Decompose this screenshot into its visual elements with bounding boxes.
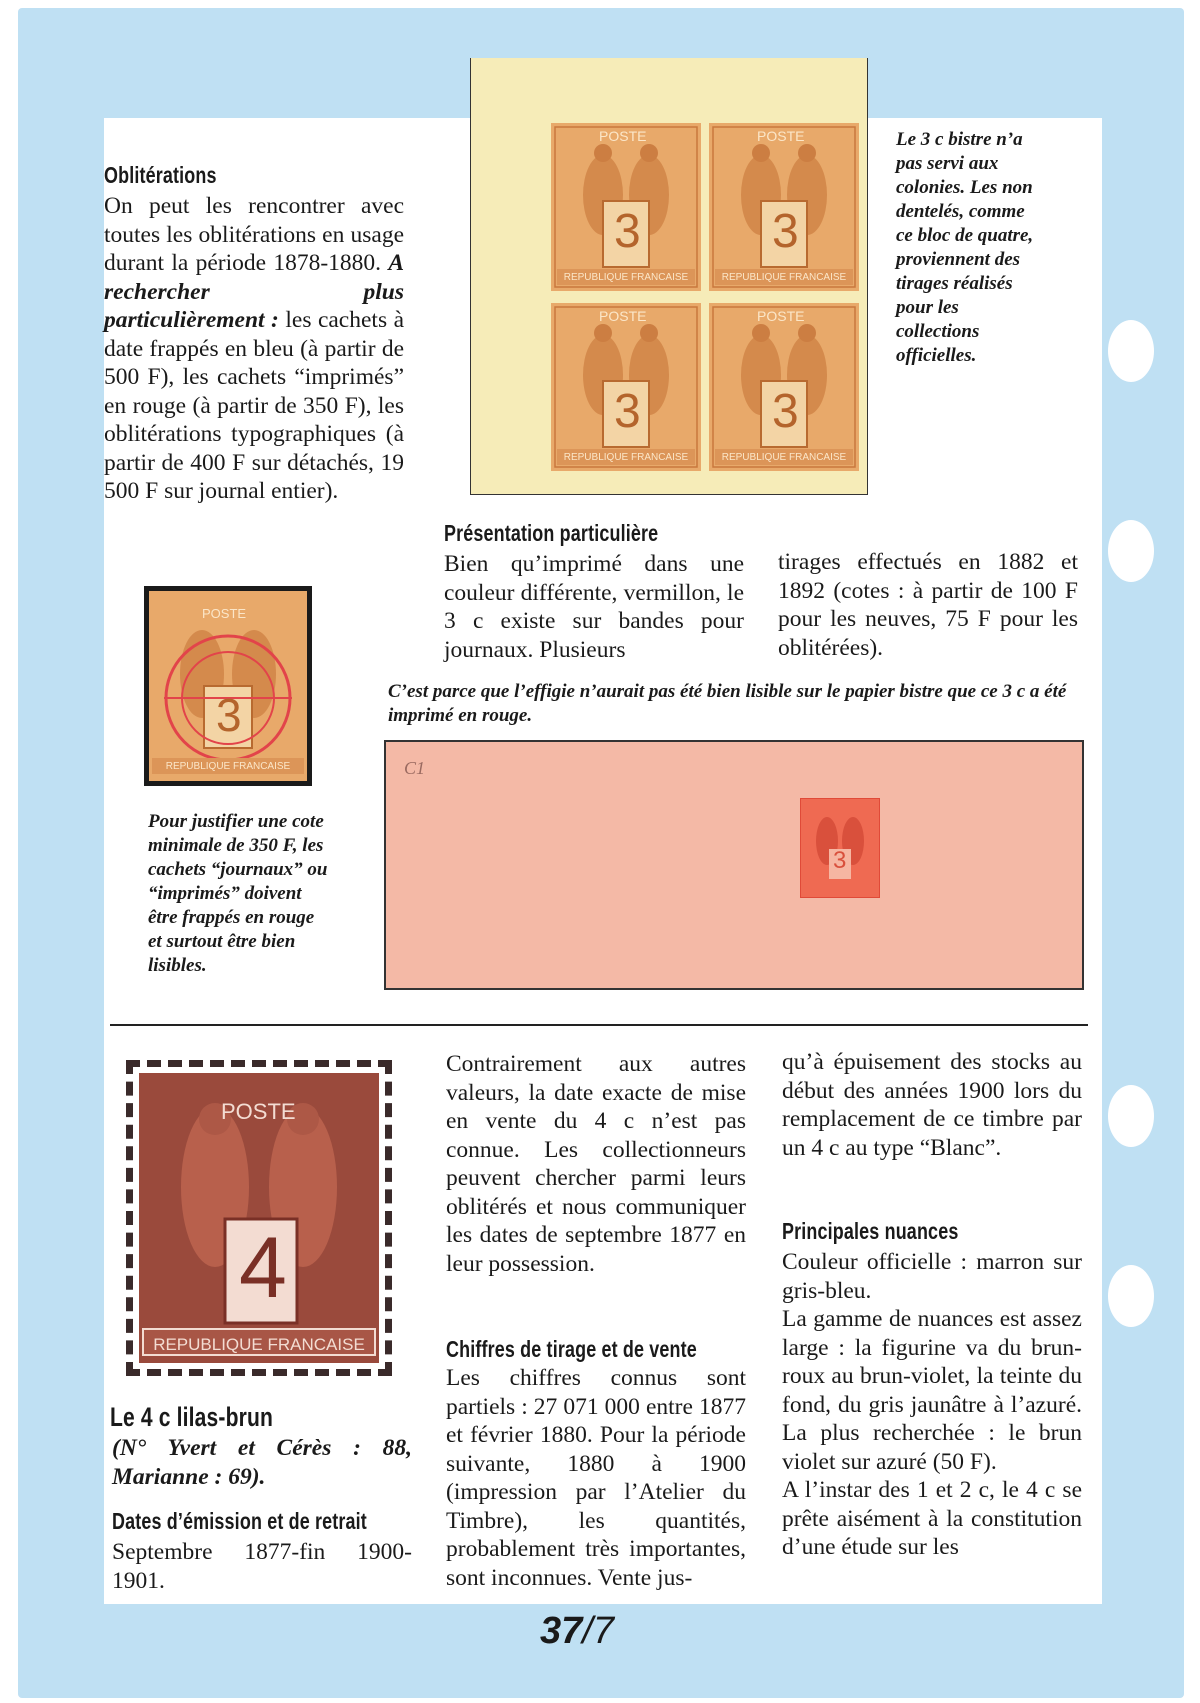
stamp-value: 3 xyxy=(614,205,641,258)
presentation-col1: Bien qu’imprimé dans une couleur différente, vermillon, le 3 c existe sur bandes pour journaux. Plusieurs xyxy=(444,551,744,663)
oblit-emphasis: A rechercher plus particulièrement : xyxy=(104,250,405,333)
stamp-republique-label: REPUBLIQUE FRANCAISE xyxy=(721,452,847,463)
nuances-heading: Principales nuances xyxy=(782,1218,959,1244)
page-number-sub: /7 xyxy=(582,1610,614,1652)
stamp-poste-label: POSTE xyxy=(757,308,805,324)
presentation-heading: Présentation particulière xyxy=(444,520,659,546)
binder-hole xyxy=(1108,1085,1154,1147)
stamp-poste-label: POSTE xyxy=(599,128,647,144)
stamp-value: 3 xyxy=(772,205,799,258)
binder-hole xyxy=(1108,520,1154,582)
stamp-block-of-four xyxy=(470,58,868,495)
page-number-main: 37 xyxy=(540,1610,583,1652)
chiffres-text: Les chiffres connus sont partiels : 27 071 000 entre 1877 et février 1880. Pour la période suivante, 1880 à 1900 (impression par l’Atelier du Timbre), les quantités, probablement très importantes, sont inconnues. Vente jus- xyxy=(446,1365,746,1591)
stamp-value: 3 xyxy=(614,385,641,438)
oblit-text xyxy=(104,192,404,506)
chiffres-heading: Chiffres de tirage et de vente xyxy=(446,1336,697,1362)
four-c-reference: (N° Yvert et Cérès : 88, Marianne : 69). xyxy=(112,1435,412,1490)
four-c-title: Le 4 c lilas-brun xyxy=(110,1402,273,1432)
stamp-4c-lilas-brun xyxy=(126,1060,392,1376)
binder-hole xyxy=(1108,1265,1154,1327)
stamp-republique-label: REPUBLIQUE FRANCAISE xyxy=(563,272,689,283)
wrapper-pencil-mark: C1 xyxy=(404,758,426,778)
block-caption: Le 3 c bistre n’a pas servi aux colonies. Les non dentelés, comme ce bloc de quatre, proviennent des tirages réalisés pour les collections officielles. xyxy=(896,129,1034,366)
stamp-value: 4 xyxy=(239,1220,287,1316)
red-cancel-caption: Pour justifier une cote minimale de 350 F, les cachets “journaux” ou “imprimés” doivent être frappés en rouge et surtout être bien lisibles. xyxy=(148,811,328,976)
stamp-poste-label: POSTE xyxy=(757,128,805,144)
oblit-rest: les cachets à date frappés en bleu (à partir de 500 F), les cachets “imprimés” en rouge (à partir de 350 F), les oblitérations typographiques (à partir de 400 F sur détachés, 19 500 F sur journal entier). xyxy=(104,307,405,504)
binder-hole xyxy=(1108,320,1154,382)
wrapper-imprinted-stamp xyxy=(800,798,880,898)
stamp-value: 3 xyxy=(772,385,799,438)
oblit-intro: On peut les rencontrer avec toutes les oblitérations en usage durant la période 1878-1880. xyxy=(104,193,404,276)
nuances-p2: La gamme de nuances est assez large : la figurine va du brun-roux au brun-violet, la teinte du fond, du gris jaunâtre à l’azuré. La plus recherchée : le brun violet sur azuré (50 F). xyxy=(782,1306,1082,1475)
stamp-value: 3 xyxy=(833,847,847,874)
section-divider xyxy=(110,1024,1088,1026)
stamp-red-cancel xyxy=(144,586,312,786)
dates-heading: Dates d’émission et de retrait xyxy=(112,1508,367,1534)
nuances-p3: A l’instar des 1 et 2 c, le 4 c se prête aisément à la constitution d’une étude sur les xyxy=(782,1477,1082,1560)
dates-text: Septembre 1877-fin 1900-1901. xyxy=(112,1539,412,1594)
page-number xyxy=(540,1610,614,1653)
newspaper-wrapper xyxy=(384,740,1084,990)
stamp-poste-label: POSTE xyxy=(202,606,247,621)
stamp-poste-label: POSTE xyxy=(599,308,647,324)
four-c-col3: qu’à épuisement des stocks au début des années 1900 lors du remplacement de ce timbre par un 4 c au type “Blanc”. xyxy=(782,1049,1082,1161)
nuances-p1: Couleur officielle : marron sur gris-bleu. xyxy=(782,1249,1082,1304)
stamp-value: 3 xyxy=(216,689,242,741)
stamp-republique-label: REPUBLIQUE FRANCAISE xyxy=(563,452,689,463)
stamp-republique-label: REPUBLIQUE FRANCAISE xyxy=(153,1335,365,1354)
effigy-caption: C’est parce que l’effigie n’aurait pas été bien lisible sur le papier bistre que ce 3 c a été imprimé en rouge. xyxy=(388,681,1067,726)
stamp-republique-label: REPUBLIQUE FRANCAISE xyxy=(165,761,291,772)
stamp-republique-label: REPUBLIQUE FRANCAISE xyxy=(721,272,847,283)
stamp-poste-label: POSTE xyxy=(221,1099,296,1124)
oblit-heading: Oblitérations xyxy=(104,162,217,188)
nuances-text xyxy=(782,1248,1082,1562)
presentation-col2: tirages effectués en 1882 et 1892 (cotes : à partir de 100 F pour les neuves, 75 F pour les oblitérées). xyxy=(778,549,1078,661)
four-c-para1: Contrairement aux autres valeurs, la date exacte de mise en vente du 4 c n’est pas connue. Les collectionneurs peuvent chercher parmi leurs oblitérés et nous communiquer les dates de septembre 1877 en leur possession. xyxy=(446,1051,746,1277)
